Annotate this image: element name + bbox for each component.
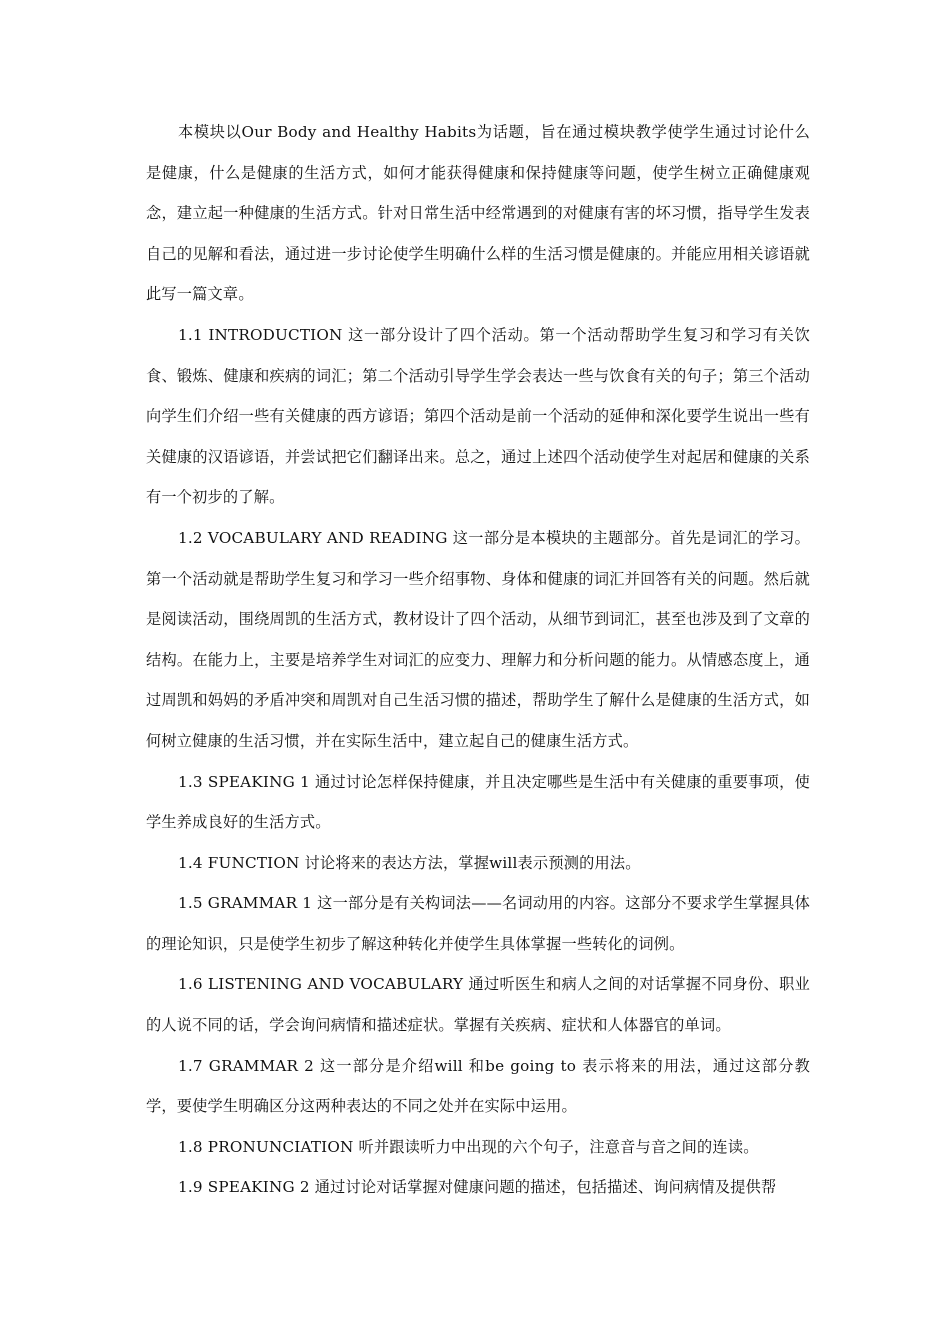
section-1-6-listening-vocabulary: 1.6 LISTENING AND VOCABULARY 通过听医生和病人之间的对话掌握不同身份、职业的人说不同的话，学会询问病情和描述症状。掌握有关疾病、症状和人体器官的单词。 xyxy=(146,975,810,1035)
section-1-4-function: 1.4 FUNCTION 讨论将来的表达方法，掌握will表示预测的用法。 xyxy=(178,853,641,872)
document-body xyxy=(146,112,810,1208)
section-1-5-grammar-1: 1.5 GRAMMAR 1 这一部分是有关构词法——名词动用的内容。这部分不要求学生掌握具体的理论知识，只是使学生初步了解这种转化并使学生具体掌握一些转化的词例。 xyxy=(146,894,810,953)
intro-paragraph: 本模块以Our Body and Healthy Habits为话题，旨在通过模块教学使学生通过讨论什么是健康，什么是健康的生活方式，如何才能获得健康和保持健康等问题，使学生树立正确健康观念，建立起一种健康的生活方式。针对日常生活中经常遇到的对健康有害的坏习惯，指导学生发表自己的见解和看法，通过进一步讨论使学生明确什么样的生活习惯是健康的。并能应用相关谚语就此写一篇文章。 xyxy=(146,123,810,304)
section-1-7-grammar-2: 1.7 GRAMMAR 2 这一部分是介绍will 和be going to 表示将来的用法，通过这部分教学，要使学生明确区分这两种表达的不同之处并在实际中运用。 xyxy=(146,1056,810,1116)
section-1-3-speaking-1: 1.3 SPEAKING 1 通过讨论怎样保持健康，并且决定哪些是生活中有关健康的重要事项，使学生养成良好的生活方式。 xyxy=(146,772,810,832)
section-1-2-vocabulary-reading: 1.2 VOCABULARY AND READING 这一部分是本模块的主题部分。首先是词汇的学习。第一个活动就是帮助学生复习和学习一些介绍事物、身体和健康的词汇并回答有关的问题。然后就是阅读活动，围绕周凯的生活方式，教材设计了四个活动，从细节到词汇，甚至也涉及到了文章的结构。在能力上，主要是培养学生对词汇的应变力、理解力和分析问题的能力。从情感态度上，通过周凯和妈妈的矛盾冲突和周凯对自己生活习惯的描述，帮助学生了解什么是健康的生活方式，如何树立健康的生活习惯，并在实际生活中，建立起自己的健康生活方式。 xyxy=(146,528,810,750)
section-1-9-speaking-2: 1.9 SPEAKING 2 通过讨论对话掌握对健康问题的描述，包括描述、询问病情及提供帮 xyxy=(178,1178,777,1197)
section-1-1-introduction: 1.1 INTRODUCTION 这一部分设计了四个活动。第一个活动帮助学生复习和学习有关饮食、锻炼、健康和疾病的词汇；第二个活动引导学生学会表达一些与饮食有关的句子；第三个活动向学生们介绍一些有关健康的西方谚语；第四个活动是前一个活动的延伸和深化要学生说出一些有关健康的汉语谚语，并尝试把它们翻译出来。总之，通过上述四个活动使学生对起居和健康的关系有一个初步的了解。 xyxy=(146,325,810,507)
section-1-8-pronunciation: 1.8 PRONUNCIATION 听并跟读听力中出现的六个句子，注意音与音之间的连读。 xyxy=(178,1137,759,1156)
